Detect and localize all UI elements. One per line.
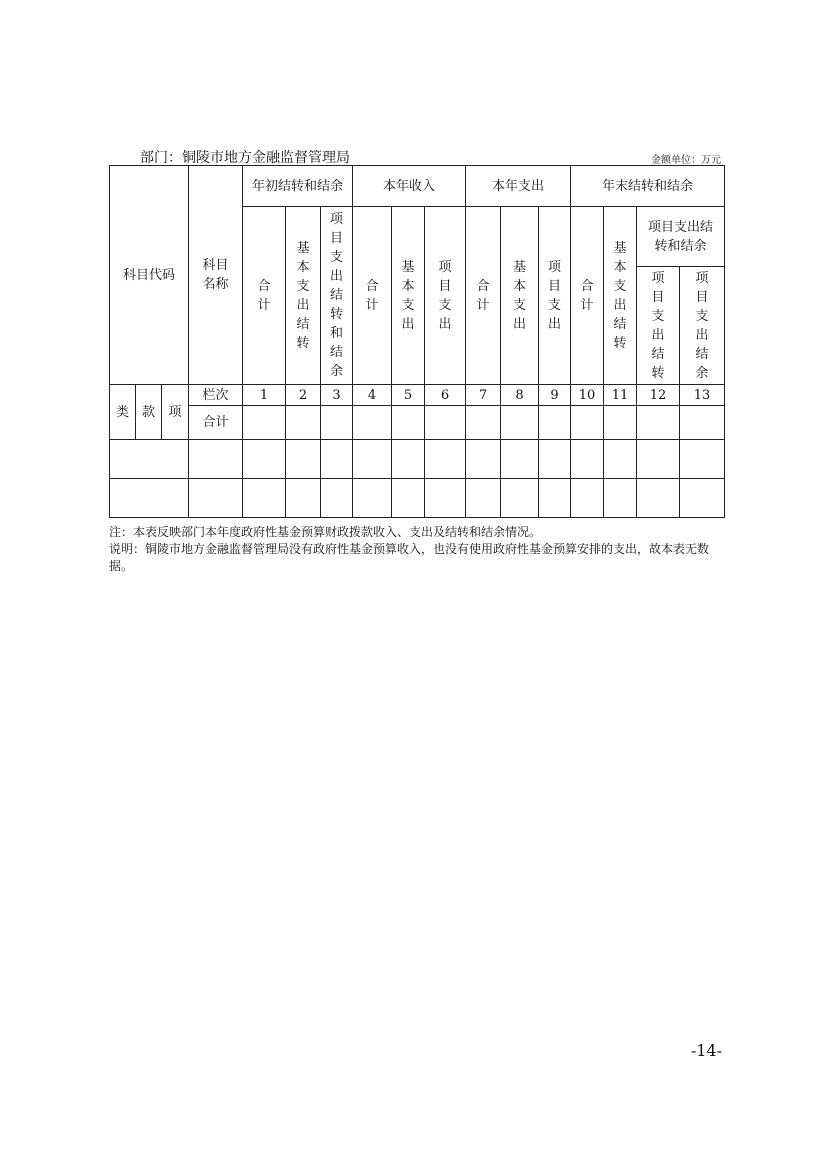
header-end-project-surplus: 项目支出结余	[680, 267, 725, 385]
empty-cell	[286, 479, 321, 518]
total-cell	[353, 406, 392, 440]
code-lei: 类	[110, 385, 136, 440]
total-cell	[501, 406, 539, 440]
empty-cell	[539, 440, 571, 479]
empty-cell	[680, 479, 725, 518]
table-notes	[109, 524, 729, 575]
empty-cell	[466, 440, 501, 479]
fund-budget-table	[109, 165, 725, 518]
column-number-6: 6	[425, 385, 466, 406]
column-number-10: 10	[571, 385, 604, 406]
empty-cell	[353, 479, 392, 518]
code-xiang: 项	[162, 385, 189, 440]
header-expense-total: 合计	[466, 207, 501, 385]
empty-cell	[425, 440, 466, 479]
empty-cell	[110, 479, 189, 518]
empty-cell	[189, 440, 243, 479]
column-number-12: 12	[637, 385, 680, 406]
header-subject-name: 科目名称	[189, 166, 243, 385]
column-number-8: 8	[501, 385, 539, 406]
header-begin-project-carry-surplus: 项目支出结转和结余	[321, 207, 353, 385]
header-income-basic: 基本支出	[392, 207, 425, 385]
header-income-project: 项目支出	[425, 207, 466, 385]
empty-cell	[680, 440, 725, 479]
header-current-expense: 本年支出	[466, 166, 571, 207]
column-number-4: 4	[353, 385, 392, 406]
empty-cell	[286, 440, 321, 479]
amount-unit-label: 金额单位：万元	[651, 155, 721, 166]
header-end-project-carry-surplus: 项目支出结转和结余	[637, 207, 725, 267]
row-label-column-number: 栏次	[189, 385, 243, 406]
column-number-2: 2	[286, 385, 321, 406]
header-begin-basic-carry: 基本支出结转	[286, 207, 321, 385]
empty-cell	[425, 479, 466, 518]
column-number-5: 5	[392, 385, 425, 406]
header-current-income: 本年收入	[353, 166, 466, 207]
total-cell	[243, 406, 286, 440]
empty-cell	[571, 479, 604, 518]
header-end-carryover: 年末结转和结余	[571, 166, 725, 207]
note-text: 注：本表反映部门本年度政府性基金预算财政拨款收入、支出及结转和结余情况。	[109, 525, 542, 539]
header-expense-basic: 基本支出	[501, 207, 539, 385]
empty-cell	[637, 479, 680, 518]
total-cell	[392, 406, 425, 440]
column-number-3: 3	[321, 385, 353, 406]
empty-cell	[604, 440, 637, 479]
column-number-7: 7	[466, 385, 501, 406]
page-number: -14-	[690, 1041, 722, 1060]
total-cell	[286, 406, 321, 440]
empty-cell	[353, 440, 392, 479]
column-number-13: 13	[680, 385, 725, 406]
header-end-project-carry: 项目支出结转	[637, 267, 680, 385]
header-expense-project: 项目支出	[539, 207, 571, 385]
table-row	[110, 479, 725, 518]
empty-cell	[571, 440, 604, 479]
total-cell	[680, 406, 725, 440]
total-cell	[604, 406, 637, 440]
empty-cell	[392, 479, 425, 518]
empty-cell	[466, 479, 501, 518]
code-kuan: 款	[136, 385, 162, 440]
column-number-11: 11	[604, 385, 637, 406]
total-cell	[637, 406, 680, 440]
empty-cell	[604, 479, 637, 518]
total-cell	[466, 406, 501, 440]
row-label-total: 合计	[189, 406, 243, 440]
empty-cell	[321, 479, 353, 518]
total-cell	[571, 406, 604, 440]
empty-cell	[243, 440, 286, 479]
total-cell	[321, 406, 353, 440]
header-end-basic-carry: 基本支出结转	[604, 207, 637, 385]
header-subject-code: 科目代码	[110, 166, 189, 385]
header-begin-carryover: 年初结转和结余	[243, 166, 353, 207]
empty-cell	[110, 440, 189, 479]
header-end-total: 合计	[571, 207, 604, 385]
total-cell	[425, 406, 466, 440]
empty-cell	[321, 440, 353, 479]
empty-cell	[243, 479, 286, 518]
empty-cell	[189, 479, 243, 518]
empty-cell	[539, 479, 571, 518]
department-label: 部门：铜陵市地方金融监督管理局	[140, 150, 350, 166]
header-income-total: 合计	[353, 207, 392, 385]
table-row	[110, 440, 725, 479]
empty-cell	[501, 479, 539, 518]
header-begin-total: 合计	[243, 207, 286, 385]
empty-cell	[501, 440, 539, 479]
empty-cell	[392, 440, 425, 479]
column-number-1: 1	[243, 385, 286, 406]
empty-cell	[637, 440, 680, 479]
total-cell	[539, 406, 571, 440]
column-number-9: 9	[539, 385, 571, 406]
explanation-text: 说明：铜陵市地方金融监督管理局没有政府性基金预算收入，也没有使用政府性基金预算安排的支出，故本表无数据。	[109, 542, 710, 573]
